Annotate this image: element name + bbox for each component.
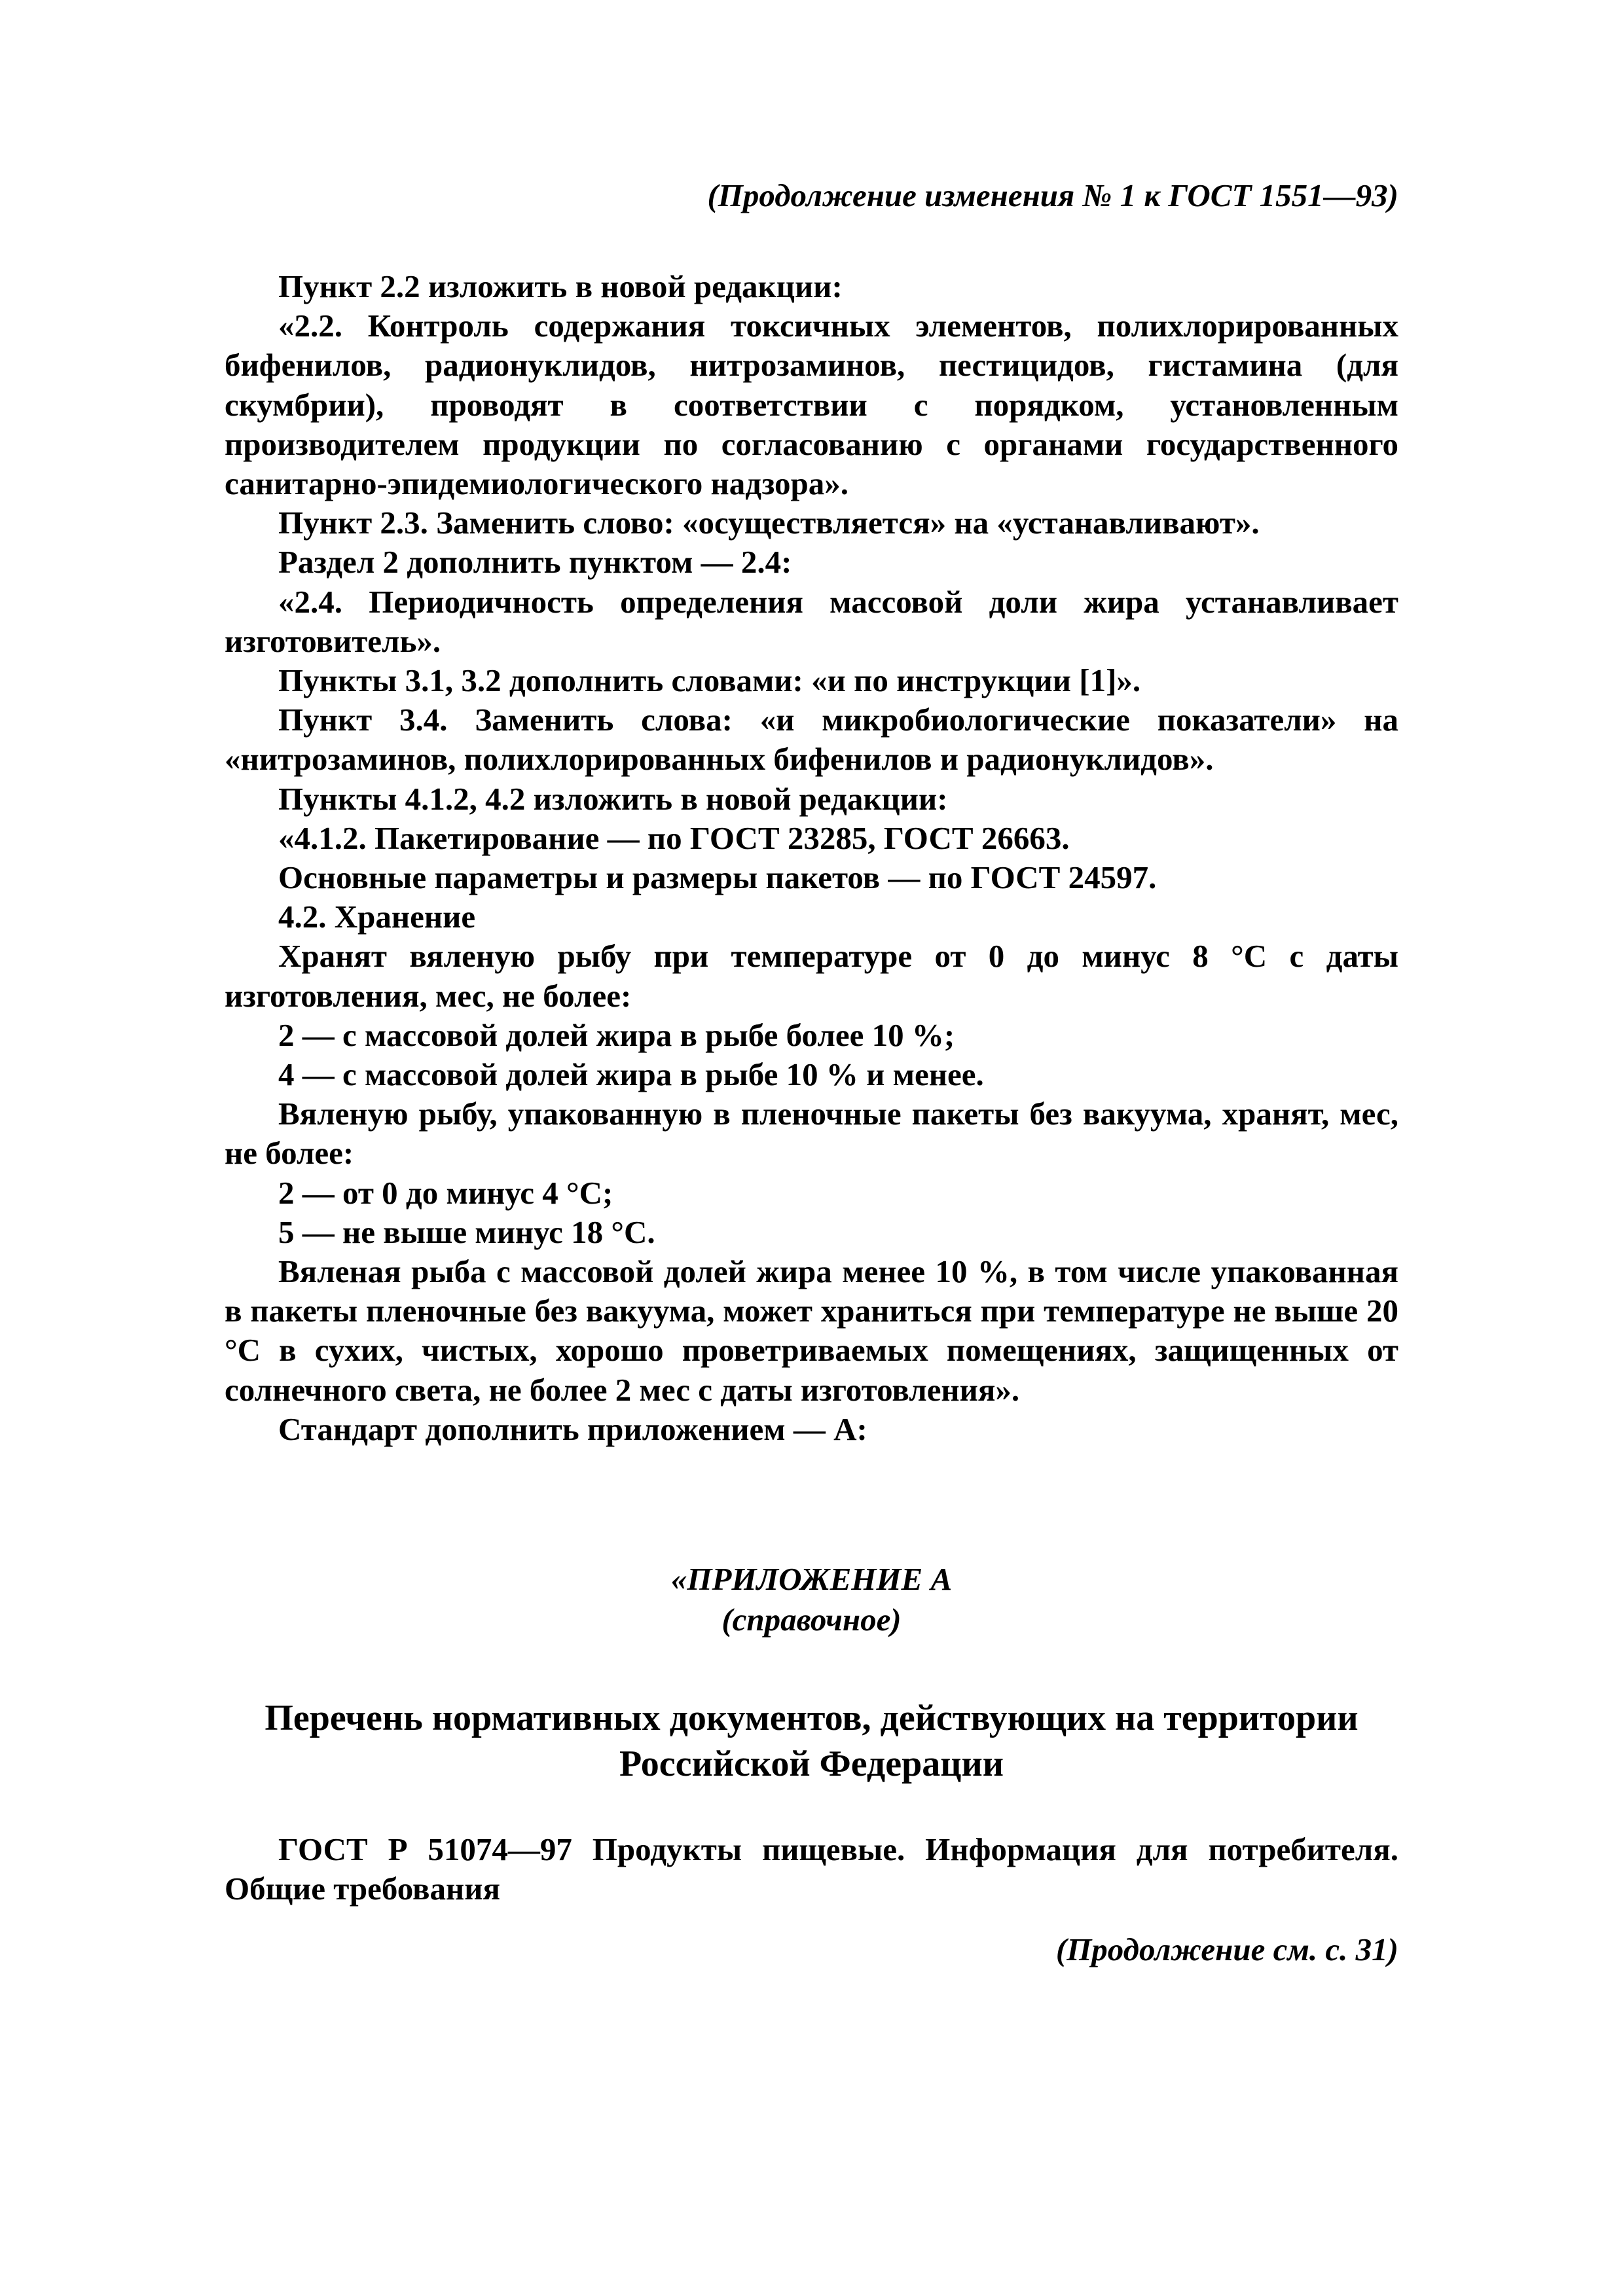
appendix-header [225, 1559, 1398, 1640]
appendix-subtitle: (справочное) [721, 1602, 902, 1638]
paragraph-packed-fish: Вяленую рыбу, упакованную в пленочные пакеты без вакуума, хранят, мес, не более: [225, 1096, 1398, 1172]
paragraph-section-2-add: Раздел 2 дополнить пунктом — 2.4: [278, 544, 792, 581]
paragraph-item-2-3: Пункт 2.3. Заменить слово: «осуществляется» на «устанавливают». [278, 505, 1260, 541]
paragraph-storage-fat-more: 2 — с массовой долей жира в рыбе более 10 %; [278, 1016, 955, 1053]
paragraph-item-2-2-intro: Пункт 2.2 изложить в новой редакции: [278, 268, 843, 304]
paragraph-item-4-2-heading: 4.2. Хранение [278, 899, 476, 935]
paragraph-packed-temp-2: 5 — не выше минус 18 °С. [278, 1213, 655, 1250]
paragraph-items-4-1-2-4-2: Пункты 4.1.2, 4.2 изложить в новой редакции: [278, 780, 948, 817]
amendment-body [225, 267, 1398, 1449]
paragraph-item-2-2-text: «2.2. Контроль содержания токсичных элементов, полихлорированных бифенилов, радионуклидов, нитрозаминов, пестицидов, гистамина (для скумбрии), проводят в соответствии с порядком, установленным производителем продукции по согласованию с органами государственного санитарно-эпидемиологического надзора». [225, 308, 1398, 502]
paragraph-item-4-1-2-text: «4.1.2. Пакетирование — по ГОСТ 23285, ГОСТ 26663. [278, 819, 1070, 856]
appendix-list-heading: Перечень нормативных документов, действующих на территории Российской Федерации [264, 1698, 1359, 1784]
header-continuation-note: (Продолжение изменения № 1 к ГОСТ 1551—93) [707, 177, 1398, 213]
paragraph-item-3-4: Пункт 3.4. Заменить слова: «и микробиологические показатели» на «нитрозаминов, полихлорированных бифенилов и радионуклидов». [225, 702, 1398, 778]
paragraph-storage-temp: Хранят вяленую рыбу при температуре от 0 до минус 8 °С с даты изготовления, мес, не более: [225, 938, 1398, 1014]
footer-continuation-note: (Продолжение см. с. 31) [1055, 1931, 1398, 1967]
appendix-title: «ПРИЛОЖЕНИЕ А [670, 1561, 953, 1597]
paragraph-storage-fat-less: 4 — с массовой долей жира в рыбе 10 % и менее. [278, 1056, 984, 1093]
paragraph-low-fat-storage: Вяленая рыба с массовой долей жира менее 10 %, в том числе упакованная в пакеты пленочные без вакуума, может храниться при температуре не выше 20 °С в сухих, чистых, хорошо проветриваемых помещениях, защищенных от солнечного света, не более 2 мес с даты изготовления». [225, 1253, 1398, 1408]
appendix-document-entry: ГОСТ Р 51074—97 Продукты пищевые. Информация для потребителя. Общие требования [225, 1831, 1398, 1907]
paragraph-appendix-add: Стандарт дополнить приложением — А: [278, 1410, 867, 1447]
paragraph-packed-temp-1: 2 — от 0 до минус 4 °С; [278, 1174, 613, 1211]
paragraph-package-params: Основные параметры и размеры пакетов — по ГОСТ 24597. [278, 859, 1157, 896]
paragraph-item-2-4-text: «2.4. Периодичность определения массовой доли жира устанавливает изготовитель». [225, 583, 1398, 659]
paragraph-items-3-1-3-2: Пункты 3.1, 3.2 дополнить словами: «и по инструкции [1]». [278, 662, 1141, 699]
